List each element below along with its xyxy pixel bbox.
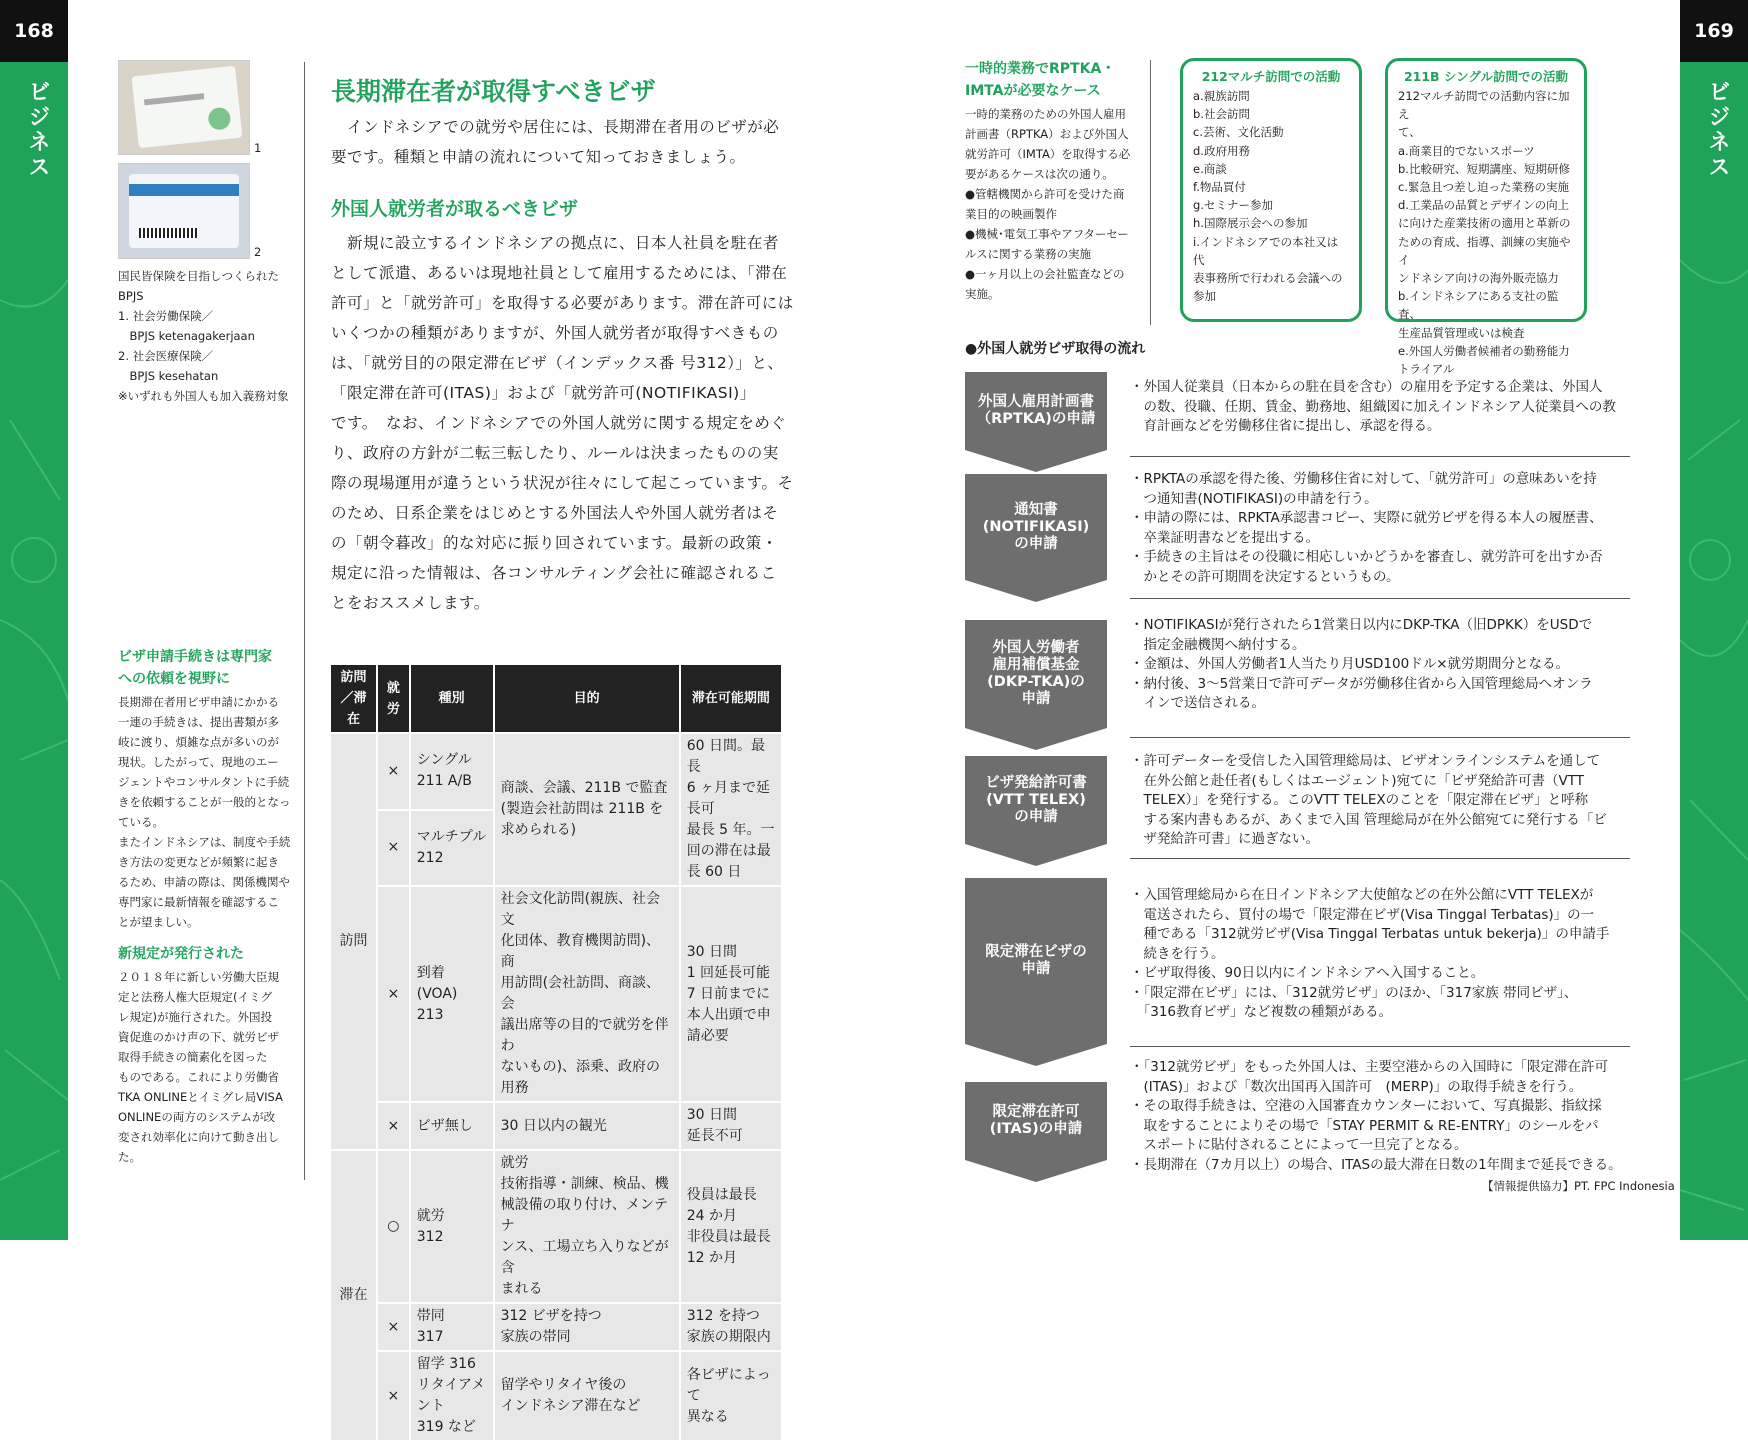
case-line: ルスに関する業務の実施 (965, 247, 1092, 261)
side-note-line: 資促進のかけ声の下、就労ビザ (118, 1030, 279, 1044)
side-note-line: とが望ましい。 (118, 915, 199, 929)
rptka-case-note (965, 58, 1143, 304)
box-item: て、 (1398, 125, 1421, 140)
flow-text-line: つ通知書(NOTIFIKASI)の申請を行う。 (1130, 490, 1378, 507)
table-header-row (330, 664, 782, 733)
case-heading: 一時的業務でRPTKA・ (965, 61, 1116, 77)
box-211b-activities (1385, 58, 1587, 377)
flow-step-text (1130, 752, 1630, 850)
side-note-line: るため、申請の際は、関係機関や (118, 875, 291, 889)
case-line: ●機械･電気工事やアフターセー (965, 227, 1129, 241)
flow-text-line: 電送されたら、買付の場で「限定滞在ビザ(Visa Tinggal Terbatas)」の一 (1130, 906, 1595, 923)
box-item: d.政府用務 (1193, 143, 1250, 158)
table-row (330, 1102, 782, 1150)
type-cell: シングル 211 A/B (410, 733, 494, 810)
flow-step-text (1130, 1058, 1630, 1175)
caption-line: ※いずれも外国人も加入義務対象 (118, 389, 289, 403)
box-item: h.国際展示会への参加 (1193, 216, 1308, 231)
main-paragraph (331, 228, 801, 618)
side-label: ビジネス (25, 80, 50, 180)
work-cell: × (377, 1102, 410, 1150)
credit: 【情報提供協力】PT. FPC Indonesia (1482, 1179, 1675, 1193)
flow-arrow (965, 844, 1107, 866)
box-item: e.商談 (1193, 161, 1227, 176)
paragraph-line: の「朝令暮改」的な対応に振り回されています。最新の政策・ (331, 534, 778, 552)
flow-text-line: ・ビザ取得後、90日以内にインドネシアへ入国すること。 (1130, 965, 1485, 981)
flow-text-line: ・外国人従業員（日本からの駐在員を含む）の雇用を予定する企業は、外国人 (1130, 379, 1603, 395)
box-item: a.商業目的でないスポーツ (1398, 143, 1535, 158)
box-item: c.芸術、文化活動 (1193, 125, 1284, 140)
flow-arrow (965, 580, 1107, 602)
flow-step-label: 外国人労働者 雇用補償基金 (DKP-TKA)の 申請 (965, 620, 1107, 728)
case-line: 業目的の映画製作 (965, 207, 1057, 221)
page-title: 長期滞在者が取得すべきビザ (331, 77, 656, 106)
flow-arrow (965, 1044, 1107, 1066)
side-note-line: レ規定)が施行された。外国投 (118, 1010, 272, 1024)
side-note-line: 岐に渡り、煩雑な点が多いのが (118, 735, 279, 749)
intro-line: インドネシアでの就労や居住には、長期滞在者用のビザが必 (347, 118, 780, 136)
case-line: ●一ヶ月以上の会社監査などの (965, 267, 1125, 281)
section-subtitle: 外国人就労者が取るべきビザ (331, 198, 579, 220)
flow-text-line: インで送信される。 (1130, 695, 1265, 711)
side-note-line: 取得手続きの簡素化を図った (118, 1050, 268, 1064)
flow-divider (1130, 598, 1630, 599)
side-note-line: た。 (118, 1150, 141, 1164)
flow-arrow (965, 728, 1107, 750)
side-note-heading: への依頼を視野に (118, 671, 230, 687)
flow-text-line: ザ発給許可書」に過ぎない。 (1130, 831, 1319, 847)
flow-text-line: ・金額は、外国人労働者1人当たり月USD100ドル×就労期間分となる。 (1130, 656, 1570, 672)
table-row (330, 1351, 782, 1441)
box-item: ンドネシア向けの海外販売協力 (1398, 271, 1559, 286)
bpjs-card-photo-2 (118, 163, 250, 259)
box-item: 表事務所で行われる会議への (1193, 271, 1343, 286)
flow-arrow (965, 1160, 1107, 1182)
flow-text-line: ・長期滞在（7カ月以上）の場合、ITASの最大滞在日数の1年間まで延長できる。 (1130, 1156, 1622, 1173)
flow-text-line: ・許可データーを受信した入国管理総局は、ビザオンラインシステムを通して (1130, 753, 1601, 769)
flow-text-line: する案内書もあるが、あくまで入国 管理総局が在外公館宛てに発行する「ビ (1130, 811, 1607, 828)
side-note-line: 専門家に最新情報を確認するこ (118, 895, 279, 909)
paragraph-line: として派遣、あるいは現地社員として雇用するためには、「滞在 (331, 264, 788, 282)
type-cell: 就労 312 (410, 1150, 494, 1303)
caption-line: BPJS kesehatan (118, 369, 219, 383)
header-cell: 就労 (377, 664, 410, 733)
flow-text-line: TELEX）」を発行する。このVTT TELEXのことを「限定滞在ビザ」と呼称 (1130, 792, 1589, 808)
flow-step-text (1130, 616, 1630, 714)
intro-text (331, 112, 791, 172)
period-cell: 312 を持つ 家族の期限内 (680, 1303, 782, 1351)
intro-line: 要です。種類と申請の流れについて知っておきましょう。 (331, 148, 746, 166)
bpjs-card-photo-1 (118, 60, 250, 155)
flow-heading: ●外国人就労ビザ取得の流れ (965, 341, 1146, 357)
box-212-activities (1180, 58, 1362, 322)
box-item: トライアル (1398, 362, 1455, 377)
flow-text-line: 育計画などを労働移住省に提出し、承認を得る。 (1130, 418, 1441, 434)
flow-step-label: ビザ発給許可書 (VTT TELEX) の申請 (965, 756, 1107, 844)
type-cell: ビザ無し (410, 1102, 494, 1150)
caption-line: 国民皆保険を目指しつくられた BPJS (118, 269, 279, 303)
paragraph-line: のため、日系企業をはじめとする外国法人や外国人就労者はそ (331, 504, 779, 522)
caption-line: BPJS ketenagakerjaan (118, 329, 255, 343)
side-note-line: ２０１８年に新しい労働大臣規 (118, 970, 279, 984)
caption-line: 1. 社会労働保険／ (118, 309, 214, 323)
flow-text-line: 「316教育ビザ」など複数の種類がある。 (1130, 1004, 1393, 1020)
case-line: 実施。 (965, 287, 1000, 301)
flow-step-text (1130, 378, 1630, 437)
page-number: 168 (0, 0, 68, 62)
box-item: f.物品買付 (1193, 180, 1246, 195)
side-note-line: ONLINEの両方のシステムが改 (118, 1110, 276, 1124)
flow-step-label: 通知書 (NOTIFIKASI) の申請 (965, 474, 1107, 580)
side-note-new-rules (118, 943, 296, 1167)
side-note-line: ものである。これにより労働省 (118, 1070, 279, 1084)
flow-step-text (1130, 886, 1630, 1023)
purpose-cell: 就労 技術指導・訓練、検品、機 械設備の取り付け、メンテナ ンス、工場立ち入りなどが含 まれる (494, 1150, 680, 1303)
box-item: e.外国人労働者候補者の勤務能力 (1398, 343, 1570, 358)
work-cell: × (377, 1351, 410, 1441)
photo-1-label: 1 (254, 141, 262, 155)
paragraph-line: り、政府の方針が二転三転したり、ルールは決まったものの実 (331, 444, 779, 462)
flow-text-line: (ITAS)」および「数次出国再入国許可 (MERP)」の取得手続きを行う。 (1130, 1078, 1583, 1095)
box-item: ための育成、指導、訓練の実施やイ (1398, 234, 1571, 267)
side-note-line: 現状。したがって、現地のエー (118, 755, 279, 769)
header-cell: 目的 (494, 664, 680, 733)
side-note-heading: 新規定が発行された (118, 946, 244, 962)
visa-table (329, 663, 783, 1442)
side-note-line: ジェントやコンサルタントに手続 (118, 775, 290, 789)
period-cell: 30 日間 1 回延長可能 7 日前までに 本人出頭で申 請必要 (680, 886, 782, 1102)
work-cell: × (377, 886, 410, 1102)
flow-divider (1130, 456, 1630, 457)
type-cell: 帯同 317 (410, 1303, 494, 1351)
flow-divider (1130, 737, 1630, 738)
side-note-line: 一連の手続きは、提出書類が多 (118, 715, 279, 729)
paragraph-line: です。 なお、インドネシアでの外国人就労に関する規定をめぐ (331, 414, 787, 432)
page-number: 169 (1680, 0, 1748, 62)
period-cell: 60 日間。最長 6 ヶ月まで延長可 最長 5 年。一 回の滞在は最 長 60 日 (680, 733, 782, 886)
paragraph-line: 新規に設立するインドネシアの拠点に、日本人社員を駐在者 (347, 234, 779, 252)
flow-text-line: ・RPKTAの承認を得た後、労働移住省に対して、「就労許可」の意味あいを持 (1130, 471, 1597, 487)
group-cell: 滞在 (330, 1150, 377, 1441)
flow-text-line: ・申請の際には、RPKTA承認書コピー、実際に就労ビザを得る本人の履歴書、 (1130, 510, 1603, 526)
purpose-cell: 30 日以内の観光 (494, 1102, 680, 1150)
flow-text-line: ・手続きの主旨はその役職に相応しいかどうかを審査し、就労許可を出すか否 (1130, 549, 1603, 565)
case-line: 要があるケースは次の通り。 (965, 167, 1114, 181)
photo-caption (118, 266, 308, 406)
flow-step-label: 限定滞在許可 (ITAS)の申請 (965, 1082, 1107, 1160)
header-cell: 滞在可能期間 (680, 664, 782, 733)
flow-step-label: 限定滞在ビザの 申請 (965, 878, 1107, 1044)
case-line: ●管轄機関から許可を受けた商 (965, 187, 1125, 201)
box-item: b.社会訪問 (1193, 107, 1250, 122)
column-divider (1150, 60, 1151, 325)
table-row (330, 1303, 782, 1351)
case-heading: IMTAが必要なケース (965, 83, 1101, 99)
box-item: d.工業品の品質とデザインの向上 (1398, 198, 1570, 213)
box-item: 生産品質管理或いは検査 (1398, 325, 1525, 340)
side-label: ビジネス (1705, 80, 1730, 180)
side-note-line: きを依頼することが一般的となっ (118, 795, 291, 809)
paragraph-line: とをおススメします。 (331, 594, 490, 612)
column-divider (304, 62, 305, 1180)
map-pattern-right (1680, 0, 1748, 1240)
work-cell: × (377, 1303, 410, 1351)
side-note-line: TKA ONLINEとイミグレ局VISA (118, 1090, 283, 1104)
side-note-expert (118, 646, 296, 932)
paragraph-line: 「限定滞在許可(ITAS)」および「就労許可(NOTIFIKASI)」 (331, 384, 756, 402)
paragraph-line: いくつかの種類がありますが、外国人就労者が取得すべきもの (331, 324, 779, 342)
table-row (330, 886, 782, 1102)
flow-text-line: 取をすることによりその場で「STAY PERMIT & RE-ENTRY」のシールをパ (1130, 1117, 1599, 1134)
purpose-cell: 312 ビザを持つ 家族の帯同 (494, 1303, 680, 1351)
flow-text-line: ・「312就労ビザ」をもった外国人は、主要空港からの入国時に「限定滞在許可 (1130, 1059, 1609, 1075)
flow-divider (1130, 858, 1630, 859)
flow-step-text (1130, 470, 1630, 587)
side-note-line: またインドネシアは、制度や手続 (118, 835, 291, 849)
photo-2-label: 2 (254, 245, 262, 259)
work-cell: × (377, 733, 410, 810)
side-note-line: ている。 (118, 815, 164, 829)
purpose-cell: 留学やリタイヤ後の インドネシア滞在など (494, 1351, 680, 1441)
flow-text-line: 種である「312就労ビザ(Visa Tinggal Terbatas untuk bekerja)」の申請手 (1130, 926, 1610, 942)
flow-arrow (965, 450, 1107, 472)
paragraph-line: 際の現場運用が違うという状況が往々にして起こっています。そ (331, 474, 794, 492)
box-item: b.インドネシアにある支社の監査、 (1398, 289, 1559, 322)
table-row (330, 733, 782, 810)
period-cell: 30 日間 延長不可 (680, 1102, 782, 1150)
case-line: 一時的業務のための外国人雇用 (965, 107, 1126, 121)
paragraph-line: 許可」と「就労許可」を取得する必要があります。滞在許可には (331, 294, 794, 312)
box-item: i.インドネシアでの本社又は代 (1193, 234, 1339, 267)
flow-text-line: 指定金融機関へ納付する。 (1130, 636, 1306, 653)
flow-text-line: スポートに貼付されることによって一旦完了となる。 (1130, 1137, 1468, 1153)
box-item: b.比較研究、短期講座、短期研修 (1398, 161, 1570, 176)
flow-text-line: ・その取得手続きは、空港の入国審査カウンターにおいて、写真撮影、指紋採 (1130, 1098, 1602, 1114)
flow-text-line: ・「限定滞在ビザ」には、「312就労ビザ」のほか、「317家族 帯同ビザ」、 (1130, 984, 1578, 1001)
caption-line: 2. 社会医療保険／ (118, 349, 214, 363)
flow-text-line: 在外公館と赴任者(もしくはエージェント)宛てに「ビザ発給許可書（VTT (1130, 772, 1584, 789)
table-row (330, 1150, 782, 1303)
purpose-cell: 商談、会議、211B で監査 (製造会社訪問は 211B を 求められる) (494, 733, 680, 886)
paragraph-line: 規定に沿った情報は、各コンサルティング会社に確認されるこ (331, 564, 777, 582)
work-cell: × (377, 810, 410, 887)
case-line: 計画書（RPTKA）および外国人 (965, 127, 1129, 141)
flow-text-line: ・納付後、3～5営業日で許可データが労働移住省から入国管理総局へオンラ (1130, 675, 1593, 692)
map-pattern-left (0, 0, 68, 1240)
left-green-strip (0, 0, 68, 1240)
flow-text-line: の数、役職、任期、賃金、勤務地、組織図に加えインドネシア人従業員への教 (1130, 398, 1616, 415)
type-cell: 到着 (VOA) 213 (410, 886, 494, 1102)
side-note-heading: ビザ申請手続きは専門家 (118, 649, 272, 665)
type-cell: 留学 316 リタイアメント 319 など (410, 1351, 494, 1441)
box-item: 参加 (1193, 289, 1216, 304)
side-note-line: 長期滞在者用ビザ申請にかかる (118, 695, 279, 709)
type-cell: マルチプル 212 (410, 810, 494, 887)
flow-text-line: かとその許可期間を決定するというもの。 (1130, 568, 1400, 585)
box-item: に向けた産業技術の適用と革新の (1398, 216, 1571, 231)
group-cell: 訪問 (330, 733, 377, 1150)
box-item: c.緊急且つ差し迫った業務の実施 (1398, 180, 1569, 195)
header-cell: 種別 (410, 664, 494, 733)
flow-text-line: ・入国管理総局から在日インドネシア大使館などの在外公館にVTT TELEXが (1130, 887, 1594, 903)
side-note-line: き方法の変更などが頻繁に起き (118, 855, 279, 869)
header-cell: 訪問／滞在 (330, 664, 377, 733)
paragraph-line: は、「就労目的の限定滞在ビザ（インデックス番 号312）」と、 (331, 354, 784, 372)
box-item: g.セミナー参加 (1193, 198, 1273, 213)
right-green-strip (1680, 0, 1748, 1240)
box-title: 211B シングル訪問での活動 (1403, 69, 1569, 84)
flow-divider (1130, 1046, 1630, 1047)
purpose-cell: 社会文化訪問(親族、社会文 化団体、教育機関訪問)、商 用訪問(会社訪問、商談、会 議出席等の目的で就労を伴わ ないもの)、添乗、政府の用務 (494, 886, 680, 1102)
flow-text-line: ・NOTIFIKASIが発行されたら1営業日以内にDKP-TKA（旧DPKK）をUSDで (1130, 617, 1593, 633)
case-line: 就労許可（IMTA）を取得する必 (965, 147, 1131, 161)
box-title: 212マルチ訪問での活動 (1201, 69, 1341, 84)
flow-text-line: 卒業証明書などを提出する。 (1130, 529, 1319, 546)
flow-text-line: 続きを行う。 (1130, 945, 1225, 962)
side-note-line: 変され効率化に向けて動き出し (118, 1130, 279, 1144)
work-cell: ○ (377, 1150, 410, 1303)
side-note-line: 定と法務人権大臣規定(イミグ (118, 990, 272, 1004)
box-item: 212マルチ訪問での活動内容に加え (1398, 89, 1570, 122)
period-cell: 役員は最長 24 か月 非役員は最長 12 か月 (680, 1150, 782, 1303)
box-item: a.親族訪問 (1193, 89, 1250, 103)
flow-step-label: 外国人雇用計画書 （RPTKA)の申請 (965, 372, 1107, 450)
period-cell: 各ビザによって 異なる (680, 1351, 782, 1441)
